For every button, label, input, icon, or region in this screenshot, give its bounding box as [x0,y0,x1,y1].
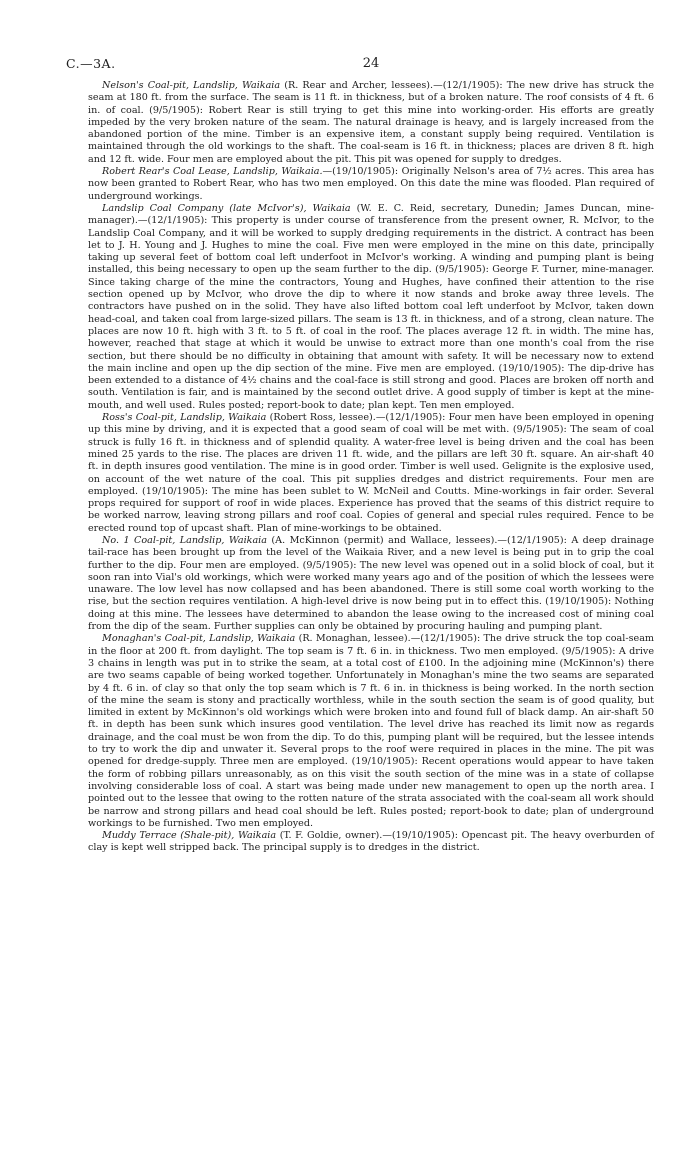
paragraph-text: (Robert Ross, lessee).—(12/1/1905): Four men have been employed in opening up this mine by driving, and it is expected that a good seam of coal will be met with. (9/5/1905): The seam of coal struck is fully 16 ft. in thickness and of splendid quality. A water-free level is being driven and the coal has been mined 25 yards to the rise. The places are driven 11 ft. wide, and the pillars are left 30 ft. square. An air-shaft 40 ft. in depth insures good ventilation. The mine is in good order. Timber is well used. Gelignite is the explosive used, on account of the wet nature of the coal. This pit supplies dredges and district requirements. Four men are employed. (19/10/1905): The mine has been sublet to W. McNeil and Coutts. Mine-workings in fair order. Several props required for support of roof in wide places. Experience has proved that the seams of this district require to be worked narrow, leaving strong pillars and roof coal. Copies of general and special rules required. Fence to be erected round top of upcast shaft. Plan of mine-workings to be obtained. [88,412,655,534]
paragraph-muddy-terrace [88,830,654,855]
paragraph-text: (W. E. C. Reid, secretary, Dunedin; James Duncan, mine-manager).—(12/1/1905): This property is under course of transference from the present owner, R. McIvor, to the Landslip Coal Company, and it will be worked to supply dredging requirements in the district. A contract has been let to J. H. Young and J. Hughes to mine the coal. Five men were employed in the mine on this date, principally taking up several feet of bottom coal left underfoot in McIvor's working. A winding and pumping plant is being installed, this being necessary to open up the seam further to the dip. (9/5/1905): George F. Turner, mine-manager. Since taking charge of the mine the contractors, Young and Hughes, have confined their attention to the rise section opened up by McIvor, who drove the dip to where it now stands and broke away three levels. The contractors have pushed on in the solid. They have also lifted bottom coal left underfoot by McIvor, taken down head-coal, and taken coal from large-sized pillars. The seam is 13 ft. in thickness, and of a strong, clean nature. The places are now 10 ft. high with 3 ft. to 5 ft. of coal in the roof. The places average 12 ft. in width. The mine has, however, reached that stage at which it would be unwise to extract more than one month's coal from the rise section, but there should be no difficulty in obtaining that amount with safety. It will be necessary now to extend the main incline and open up the dip section of the mine. Five men are employed. (19/10/1905): The dip-drive has been extended to a distance of 4½ chains and the coal-face is still strong and good. Places are broken off north and south. Ventilation is fair, and is maintained by the second outlet drive. A good supply of timber is kept at the mine-mouth, and well used. Rules posted; report-book to date; plan kept. Ten men employed. [88,202,654,411]
paragraph-no1-coal-pit [88,535,654,633]
paragraph-title: Robert Rear's Coal Lease, Landslip, Waikaia. [102,166,323,178]
paragraph-title: Ross's Coal-pit, Landslip, Waikaia [102,412,267,424]
paragraph-text: (R. Rear and Archer, lessees).—(12/1/1905): The new drive has struck the seam at 180 ft. from the surface. The seam is 11 ft. in thickness, but of a broken nature. The roof consists of 4 ft. 6 in. of coal. (9/5/1905): Robert Rear is still trying to get this mine into working-order. His efforts are greatly impeded by the very broken nature of the seam. The natural drainage is heavy, and is largely increased from the abandoned portion of the mine. Timber is an expensive item, a constant supply being required. Ventilation is maintained through the old workings to the shaft. The coal-seam is 16 ft. in thickness; places are driven 8 ft. high and 12 ft. wide. Four men are employed about the pit. This pit was opened for supply to dredges. [88,80,654,165]
page-header [66,56,654,76]
paragraph-ross-coal-pit [88,412,654,535]
document-reference: C.—3A. [66,56,116,71]
paragraph-robert-rears-coal-lease [88,166,654,203]
paragraph-text: (T. F. Goldie, owner).—(19/10/1905): Opencast pit. The heavy overburden of clay is kept well stripped back. The principal supply is to dredges in the district. [88,830,654,854]
paragraph-title: Landslip Coal Company (late McIvor's), Waikaia [102,202,351,214]
document-body [88,80,654,855]
paragraph-text: —(19/10/1905): Originally Nelson's area of 7½ acres. This area has now been granted to Robert Rear, who has two men employed. On this date the mine was flooded. Plan required of underground workings. [88,166,654,202]
paragraph-nelsons-coal-pit [88,80,654,166]
paragraph-landslip-coal-company [88,203,654,412]
paragraph-title: Muddy Terrace (Shale-pit), Waikaia [102,830,277,842]
paragraph-text: (R. Monaghan, lessee).—(12/1/1905): The drive struck the top coal-seam in the floor at 200 ft. from daylight. The top seam is 7 ft. 6 in. in thickness. Two men employed. (9/5/1905): A drive 3 chains in length was put in to strike the seam, at a total cost of £100. In the adjoining mine (McKinnon's) there are two seams capable of being worked together. Unfortunately in Monaghan's mine the two seams are separated by 4 ft. 6 in. of clay so that only the top seam which is 7 ft. 6 in. in thickness is being worked. In the north section of the mine the seam is stony and practically worthless, while in the south section the seam is of good quality, but limited in extent by McKinnon's old workings which were broken into and found full of black damp. An air-shaft 50 ft. in depth has been sunk which insures good ventilation. The level drive has reached its limit now as regards drainage, and the coal must be won from the dip. To do this, pumping plant will be required, but the lessee intends to try to work the dip and unwater it. Several props to the roof were required in places in the mine. The pit was opened for dredge-supply. Three men are employed. (19/10/1905): Recent operations would appear to have taken the form of robbing pillars unreasonably, as on this visit the south section of the mine was in a state of collapse involving considerable loss of coal. A start was being made under new management to open up the north area. I pointed out to the lessee that owing to the rotten nature of the strata associated with the coal-seam all work should be narrow and strong pillars and head coal should be left. Rules posted; report-book to date; plan of underground workings to be furnished. Two men employed. [88,633,655,829]
page-number: 24 [362,56,380,71]
paragraph-title: Nelson's Coal-pit, Landslip, Waikaia [102,80,281,91]
paragraph-text: (A. McKinnon (permit) and Wallace, lessees).—(12/1/1905): A deep drainage tail-race has been brought up from the level of the Waikaia River, and a new level is being put in to grip the coal further to the dip. Four men are employed. (9/5/1905): The new level was opened out in a solid block of coal, but it soon ran into Vial's old workings, which were worked many years ago and of the position of which the lessees were unaware. The low level has now collapsed and has been abandoned. There is still some coal worth working to the rise, but the section requires ventilation. A high-level drive is now being put in to effect this. (19/10/1905): Nothing doing at this mine. The lessees have determined to abandon the lease owing to the increased cost of mining coal from the dip of the seam. Further supplies can only be obtained by procuring hauling and pumping plant. [88,534,654,633]
paragraph-monaghans-coal-pit [88,633,654,830]
paragraph-title: No. 1 Coal-pit, Landslip, Waikaia [102,534,267,546]
paragraph-title: Monaghan's Coal-pit, Landslip, Waikaia [102,633,296,645]
